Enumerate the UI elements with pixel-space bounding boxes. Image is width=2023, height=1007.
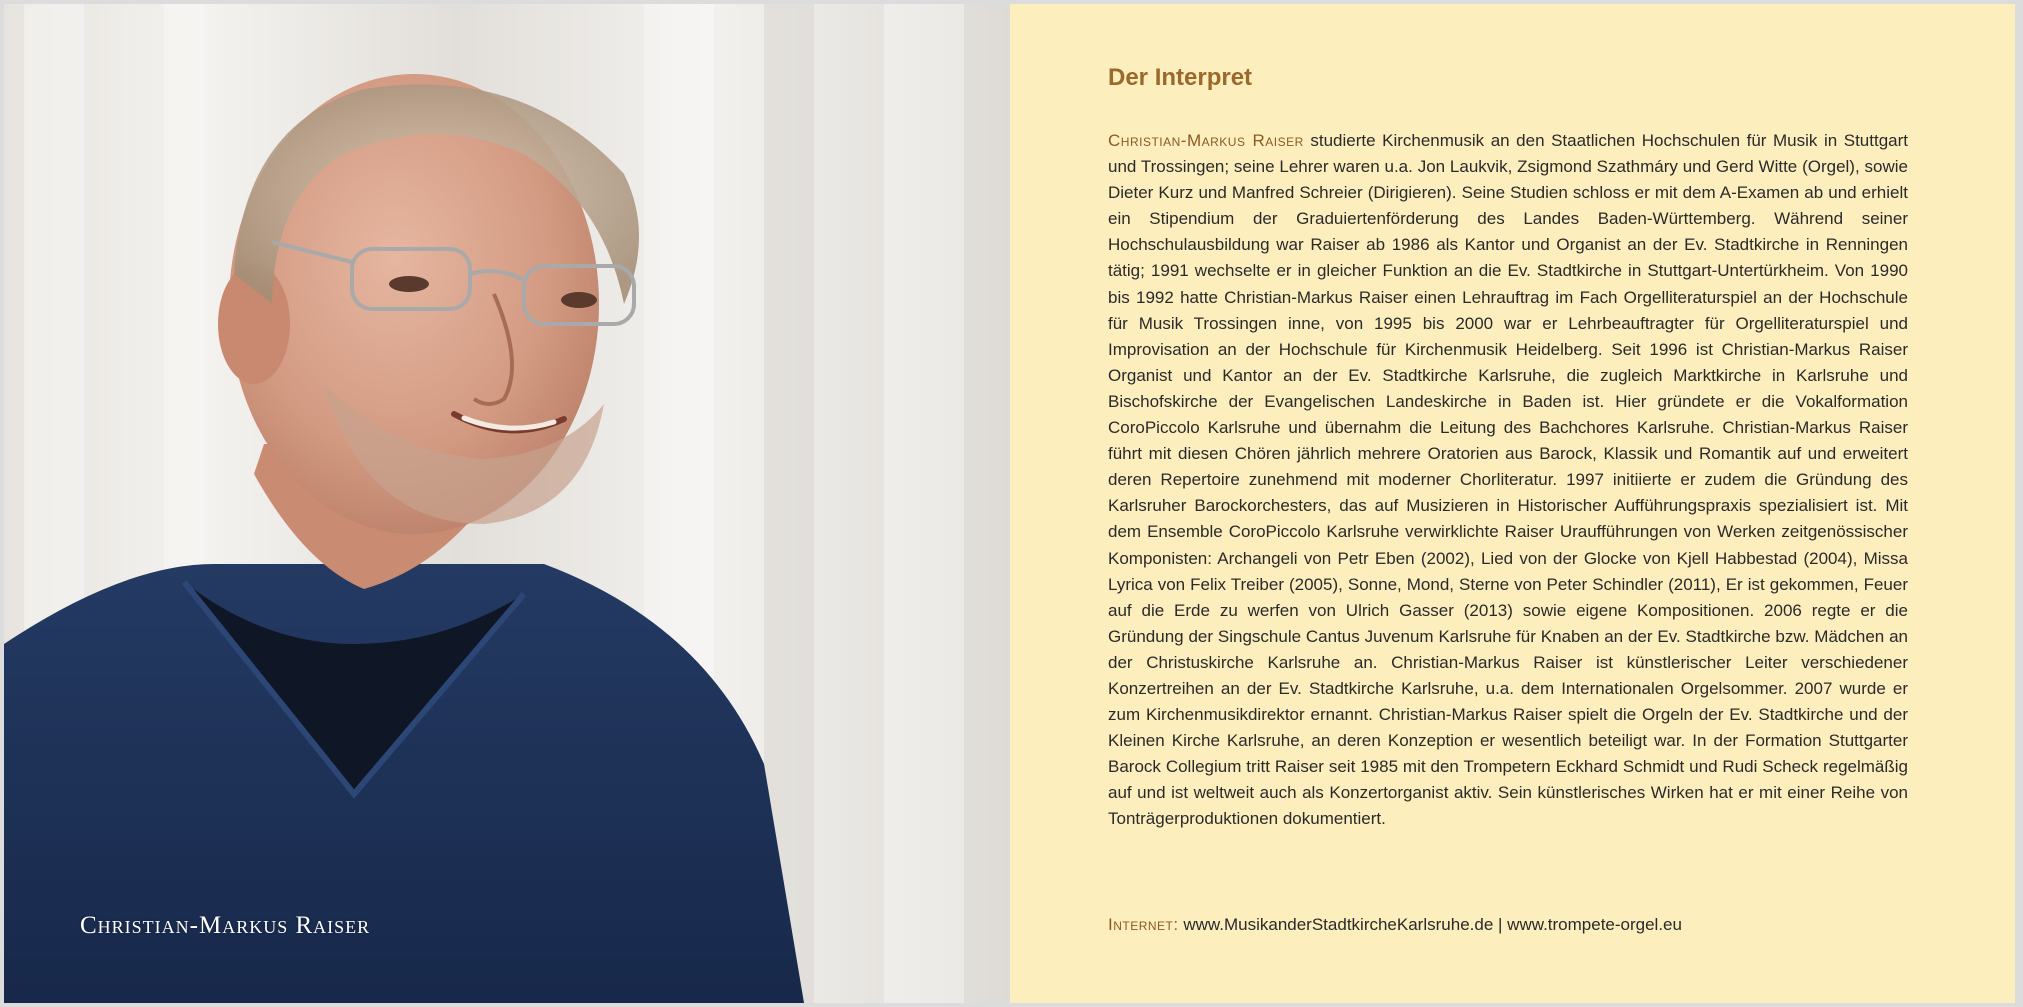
portrait-photo [4, 4, 1008, 1003]
internet-label: Internet: [1108, 915, 1179, 934]
page-heading: Der Interpret [1108, 64, 1253, 91]
biography-page [1010, 4, 2015, 1003]
biography-text [1108, 128, 1908, 833]
website-link-1[interactable]: www.MusikanderStadtkircheKarlsruhe.de [1183, 915, 1494, 934]
bio-body: studierte Kirchenmusik an den Staatlichen Hochschulen für Musik in Stuttgart und Trossingen; seine Lehrer waren u.a. Jon Laukvik, Zsigmond Szathmáry und Gerd Witte (Orgel), sowie Dieter Kurz und Manfred Schreier (Dirigieren). Seine Studien schloss er mit dem A-Examen ab und erhielt ein Stipendium der Graduiertenförderung des Landes Baden-Württemberg. Während seiner Hochschulausbildung war Raiser ab 1986 als Kantor und Organist an der Ev. Stadtkirche in Renningen tätig; 1991 wechselte er in gleicher Funktion an die Ev. Stadtkirche in Stuttgart-Untertürkheim. Von 1990 bis 1992 hatte Christian-Markus Raiser einen Lehrauftrag im Fach Orgelliteraturspiel an der Hochschule für Musik Trossingen inne, von 1995 bis 2000 war er Lehrbeauftragter für Orgelliteraturspiel und Improvisation an der Hochschule für Kirchenmusik Heidelberg. Seit 1996 ist Christian-Markus Raiser Organist und Kantor an der Ev. Stadtkirche Karlsruhe, die zugleich Marktkirche in Karlsruhe und Bischofskirche der Evangelischen Landeskirche in Baden ist. Hier gründete er die Vokalformation CoroPiccolo Karlsruhe und übernahm die Leitung des Bachchores Karlsruhe. Christian-Markus Raiser führt mit diesen Chören jährlich mehrere Oratorien aus Barock, Klassik und Romantik auf und erweitert deren Repertoire zunehmend mit moderner Chorliteratur. 1997 initiierte er zudem die Gründung des Karlsruher Barockorchesters, das auf Musizieren in Historischer Aufführungspraxis spezialisiert ist. Mit dem Ensemble CoroPiccolo Karlsruhe verwirklichte Raiser Uraufführungen von Werken zeitgenössischer Komponisten: Archangeli von Petr Eben (2002), Lied von der Glocke von Kjell Habbestad (2004), Missa Lyrica von Felix Treiber (2005), Sonne, Mond, Sterne von Peter Schindler (2011), Er ist gekommen, Feuer auf die Erde zu werfen von Ulrich Gasser (2013) sowie eigene Kompositionen. 2006 regte er die Gründung der Singschule Cantus Juvenum Karlsruhe für Knaben an der Ev. Stadtkirche bzw. Mädchen an der Christuskirche Karlsruhe an. Christian-Markus Raiser ist künstlerischer Leiter verschiedener Konzertreihen an der Ev. Stadtkirche Karlsruhe, u.a. dem Internationalen Orgelsommer. 2007 wurde er zum Kirchenmusikdirektor ernannt. Christian-Markus Raiser spielt die Orgeln der Ev. Stadtkirche und der Kleinen Kirche Karlsruhe, an deren Konzeption er wesentlich beteiligt war. In der Formation Stuttgarter Barock Collegium tritt Raiser seit 1985 mit den Trompetern Eckhard Schmidt und Rudi Scheck regelmäßig auf und ist weltweit auch als Konzertorganist aktiv. Sein künstlerisches Wirken hat er mit einer Reihe von Tonträgerproduktionen dokumentiert. [1108, 131, 1908, 829]
photo-caption: Christian-Markus Raiser [80, 912, 371, 939]
portrait-illustration [4, 4, 1008, 1003]
link-separator: | [1498, 915, 1503, 934]
internet-line [1108, 912, 1908, 938]
bio-name: Christian-Markus Raiser [1108, 131, 1304, 150]
website-link-2[interactable]: www.trompete-orgel.eu [1507, 915, 1682, 934]
